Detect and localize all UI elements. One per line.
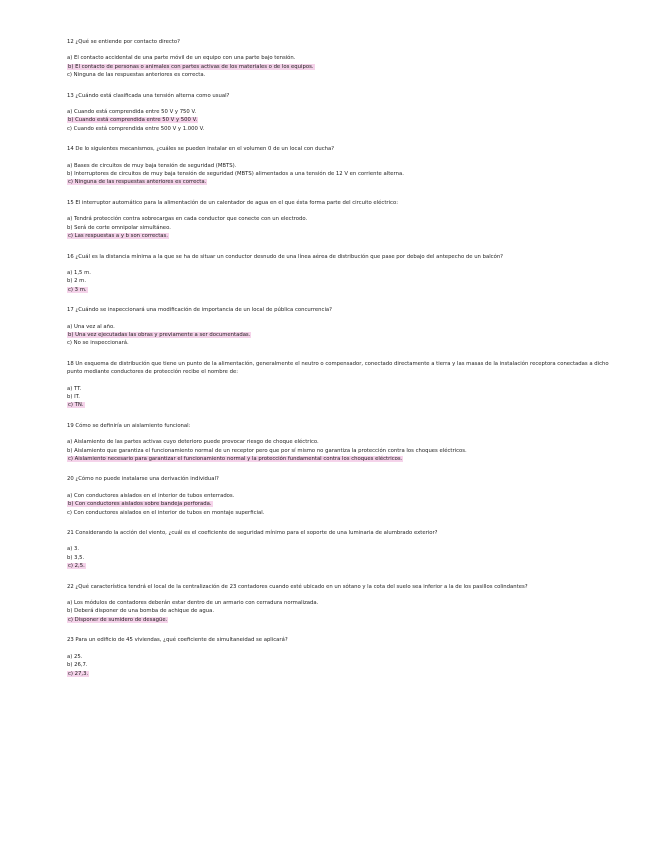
answer-text: b) Deberá disponer de una bomba de achique de agua. bbox=[67, 608, 215, 615]
highlighted-answer: c) Disponer de sumidero de desagüe. bbox=[68, 616, 168, 623]
answer-option bbox=[67, 509, 623, 517]
answer-option bbox=[67, 438, 623, 446]
answer-option bbox=[67, 653, 623, 661]
answer-option bbox=[67, 661, 623, 669]
question-block bbox=[67, 636, 623, 678]
answer-text: b) 2 m. bbox=[67, 278, 87, 285]
answer-text: a) Una vez al año. bbox=[67, 323, 115, 330]
question-block bbox=[67, 92, 623, 134]
answer-text: a) Bases de circuitos de muy baja tensión de seguridad (MBTS). bbox=[67, 162, 237, 169]
question-text: 23 Para un edificio de 45 viviendas, ¿qué coeficiente de simultaneidad se aplicará? bbox=[67, 637, 288, 644]
question-block bbox=[67, 253, 623, 295]
answer-text: b) Será de corte omnipolar simultáneo. bbox=[67, 224, 171, 231]
answer-option bbox=[67, 54, 623, 62]
highlighted-answer: c) Las respuestas a y b son correctas. bbox=[68, 233, 168, 240]
question-block bbox=[67, 360, 623, 410]
highlighted-answer: b) El contacto de personas o animales con partes activas de los materiales o de los equipos. bbox=[68, 63, 314, 70]
highlighted-answer: b) Con conductores aislados sobre bandeja perforada. bbox=[68, 501, 212, 508]
highlighted-answer: c) 27,3. bbox=[68, 670, 89, 677]
answer-text: a) 1,5 m. bbox=[67, 269, 91, 276]
question-text: 21 Considerando la acción del viento, ¿cuál es el coeficiente de seguridad mínimo para el soporte de una luminaria de alumbrado exterior? bbox=[67, 530, 438, 537]
answer-text: c) Con conductores aislados en el interior de tubos en montaje superficial. bbox=[67, 509, 265, 516]
answer-option bbox=[67, 500, 623, 508]
answer-text: a) 25. bbox=[67, 653, 83, 660]
answer-option bbox=[67, 108, 623, 116]
answer-option bbox=[67, 492, 623, 500]
answer-option bbox=[67, 455, 623, 463]
highlighted-answer: b) Cuando está comprendida entre 50 V y 500 V. bbox=[68, 117, 198, 124]
answer-text: b) Interruptores de circuitos de muy baja tensión de seguridad (MBTS) alimentados a una tensión de 12 V en corriente alterna. bbox=[67, 171, 404, 178]
answer-text: b) 26,7. bbox=[67, 662, 88, 669]
question-block bbox=[67, 38, 623, 80]
answer-option bbox=[67, 616, 623, 624]
question-block bbox=[67, 583, 623, 625]
answer-text: c) Ninguna de las respuestas anteriores es correcta. bbox=[67, 72, 206, 79]
answer-option bbox=[67, 232, 623, 240]
answer-text: a) Aislamiento de las partes activas cuyo deterioro puede provocar riesgo de choque eléctrico. bbox=[67, 439, 319, 446]
answer-text: b) IT. bbox=[67, 393, 80, 400]
highlighted-answer: c) Ninguna de las respuestas anteriores es correcta. bbox=[68, 179, 207, 186]
question-text: 16 ¿Cuál es la distancia mínima a la que se ha de situar un conductor desnudo de una línea aérea de distribución que pase por debajo del antepecho de un balcón? bbox=[67, 253, 503, 260]
answer-text: a) Los módulos de contadores deberán estar dentro de un armario con cerradura normalizada. bbox=[67, 600, 319, 607]
question-text: 15 El interruptor automático para la alimentación de un calentador de agua en el que ésta forma parte del circuito eléctrico: bbox=[67, 199, 398, 206]
question-text: 22 ¿Qué característica tendrá el local de la centralización de 23 contadores cuando esté ubicado en un sótano y la cota del suelo sea inferior a la de los pasillos colindantes? bbox=[67, 583, 528, 590]
question-text: 18 Un esquema de distribución que tiene un punto de la alimentación, generalmente el neutro o compensador, conectado directamente a tierra y las masas de la instalación receptora conectadas a dicho punto mediante conductores de protección recibe el nombre de: bbox=[67, 360, 609, 376]
question-block bbox=[67, 306, 623, 348]
answer-option bbox=[67, 215, 623, 223]
question-block bbox=[67, 199, 623, 241]
answer-text: c) No se inspeccionará. bbox=[67, 340, 129, 347]
answer-option bbox=[67, 63, 623, 71]
answer-option bbox=[67, 269, 623, 277]
answer-option bbox=[67, 178, 623, 186]
answer-text: a) El contacto accidental de una parte móvil de un equipo con una parte bajo tensión. bbox=[67, 55, 296, 62]
answer-option bbox=[67, 401, 623, 409]
question-block bbox=[67, 145, 623, 187]
answer-option bbox=[67, 562, 623, 570]
answer-option bbox=[67, 339, 623, 347]
highlighted-answer: c) 2,5. bbox=[68, 563, 85, 570]
answer-option bbox=[67, 545, 623, 553]
answer-option bbox=[67, 286, 623, 294]
answer-option bbox=[67, 170, 623, 178]
question-text: 17 ¿Cuándo se inspeccionará una modificación de importancia de un local de pública concurrencia? bbox=[67, 307, 332, 314]
answer-text: a) Cuando está comprendida entre 50 V y 750 V. bbox=[67, 109, 197, 116]
highlighted-answer: c) TN. bbox=[68, 402, 84, 409]
answer-option bbox=[67, 554, 623, 562]
question-text: 14 De lo siguientes mecanismos, ¿cuáles se pueden instalar en el volumen 0 de un local con ducha? bbox=[67, 146, 335, 153]
exam-page bbox=[67, 38, 623, 690]
answer-text: b) 3,5. bbox=[67, 554, 85, 561]
answer-text: c) Cuando está comprendida entre 500 V y 1.000 V. bbox=[67, 125, 205, 132]
highlighted-answer: b) Una vez ejecutadas las obras y previamente a ser documentadas. bbox=[68, 331, 251, 338]
answer-option bbox=[67, 162, 623, 170]
answer-option bbox=[67, 670, 623, 678]
answer-option bbox=[67, 125, 623, 133]
answer-text: a) Tendrá protección contra sobrecargas en cada conductor que conecte con un electrodo. bbox=[67, 216, 308, 223]
question-block bbox=[67, 422, 623, 464]
answer-text: a) Con conductores aislados en el interior de tubos enterrados. bbox=[67, 492, 235, 499]
question-text: 13 ¿Cuándo está clasificada una tensión alterna como usual? bbox=[67, 92, 230, 99]
answer-option bbox=[67, 447, 623, 455]
answer-option bbox=[67, 599, 623, 607]
answer-option bbox=[67, 71, 623, 79]
answer-option bbox=[67, 393, 623, 401]
answer-text: a) 3. bbox=[67, 546, 80, 553]
question-block bbox=[67, 475, 623, 517]
question-text: 20 ¿Cómo no puede instalarse una derivación individual? bbox=[67, 476, 219, 483]
highlighted-answer: c) Aislamiento necesario para garantizar el funcionamiento normal y la protección fundamental contra los choques eléctricos. bbox=[68, 456, 403, 462]
answer-option bbox=[67, 277, 623, 285]
question-block bbox=[67, 529, 623, 571]
answer-option bbox=[67, 224, 623, 232]
answer-text: b) Aislamiento que garantiza el funcionamiento normal de un receptor pero que por sí mismo no garantiza la protección contra los choques eléctricos. bbox=[67, 447, 467, 454]
question-text: 19 Cómo se definiría un aislamiento funcional: bbox=[67, 422, 191, 429]
answer-option bbox=[67, 385, 623, 393]
answer-option bbox=[67, 116, 623, 124]
answer-option bbox=[67, 331, 623, 339]
answer-text: a) TT. bbox=[67, 385, 82, 392]
answer-option bbox=[67, 323, 623, 331]
question-text: 12 ¿Qué se entiende por contacto directo? bbox=[67, 39, 180, 45]
answer-option bbox=[67, 607, 623, 615]
highlighted-answer: c) 3 m. bbox=[68, 286, 87, 293]
